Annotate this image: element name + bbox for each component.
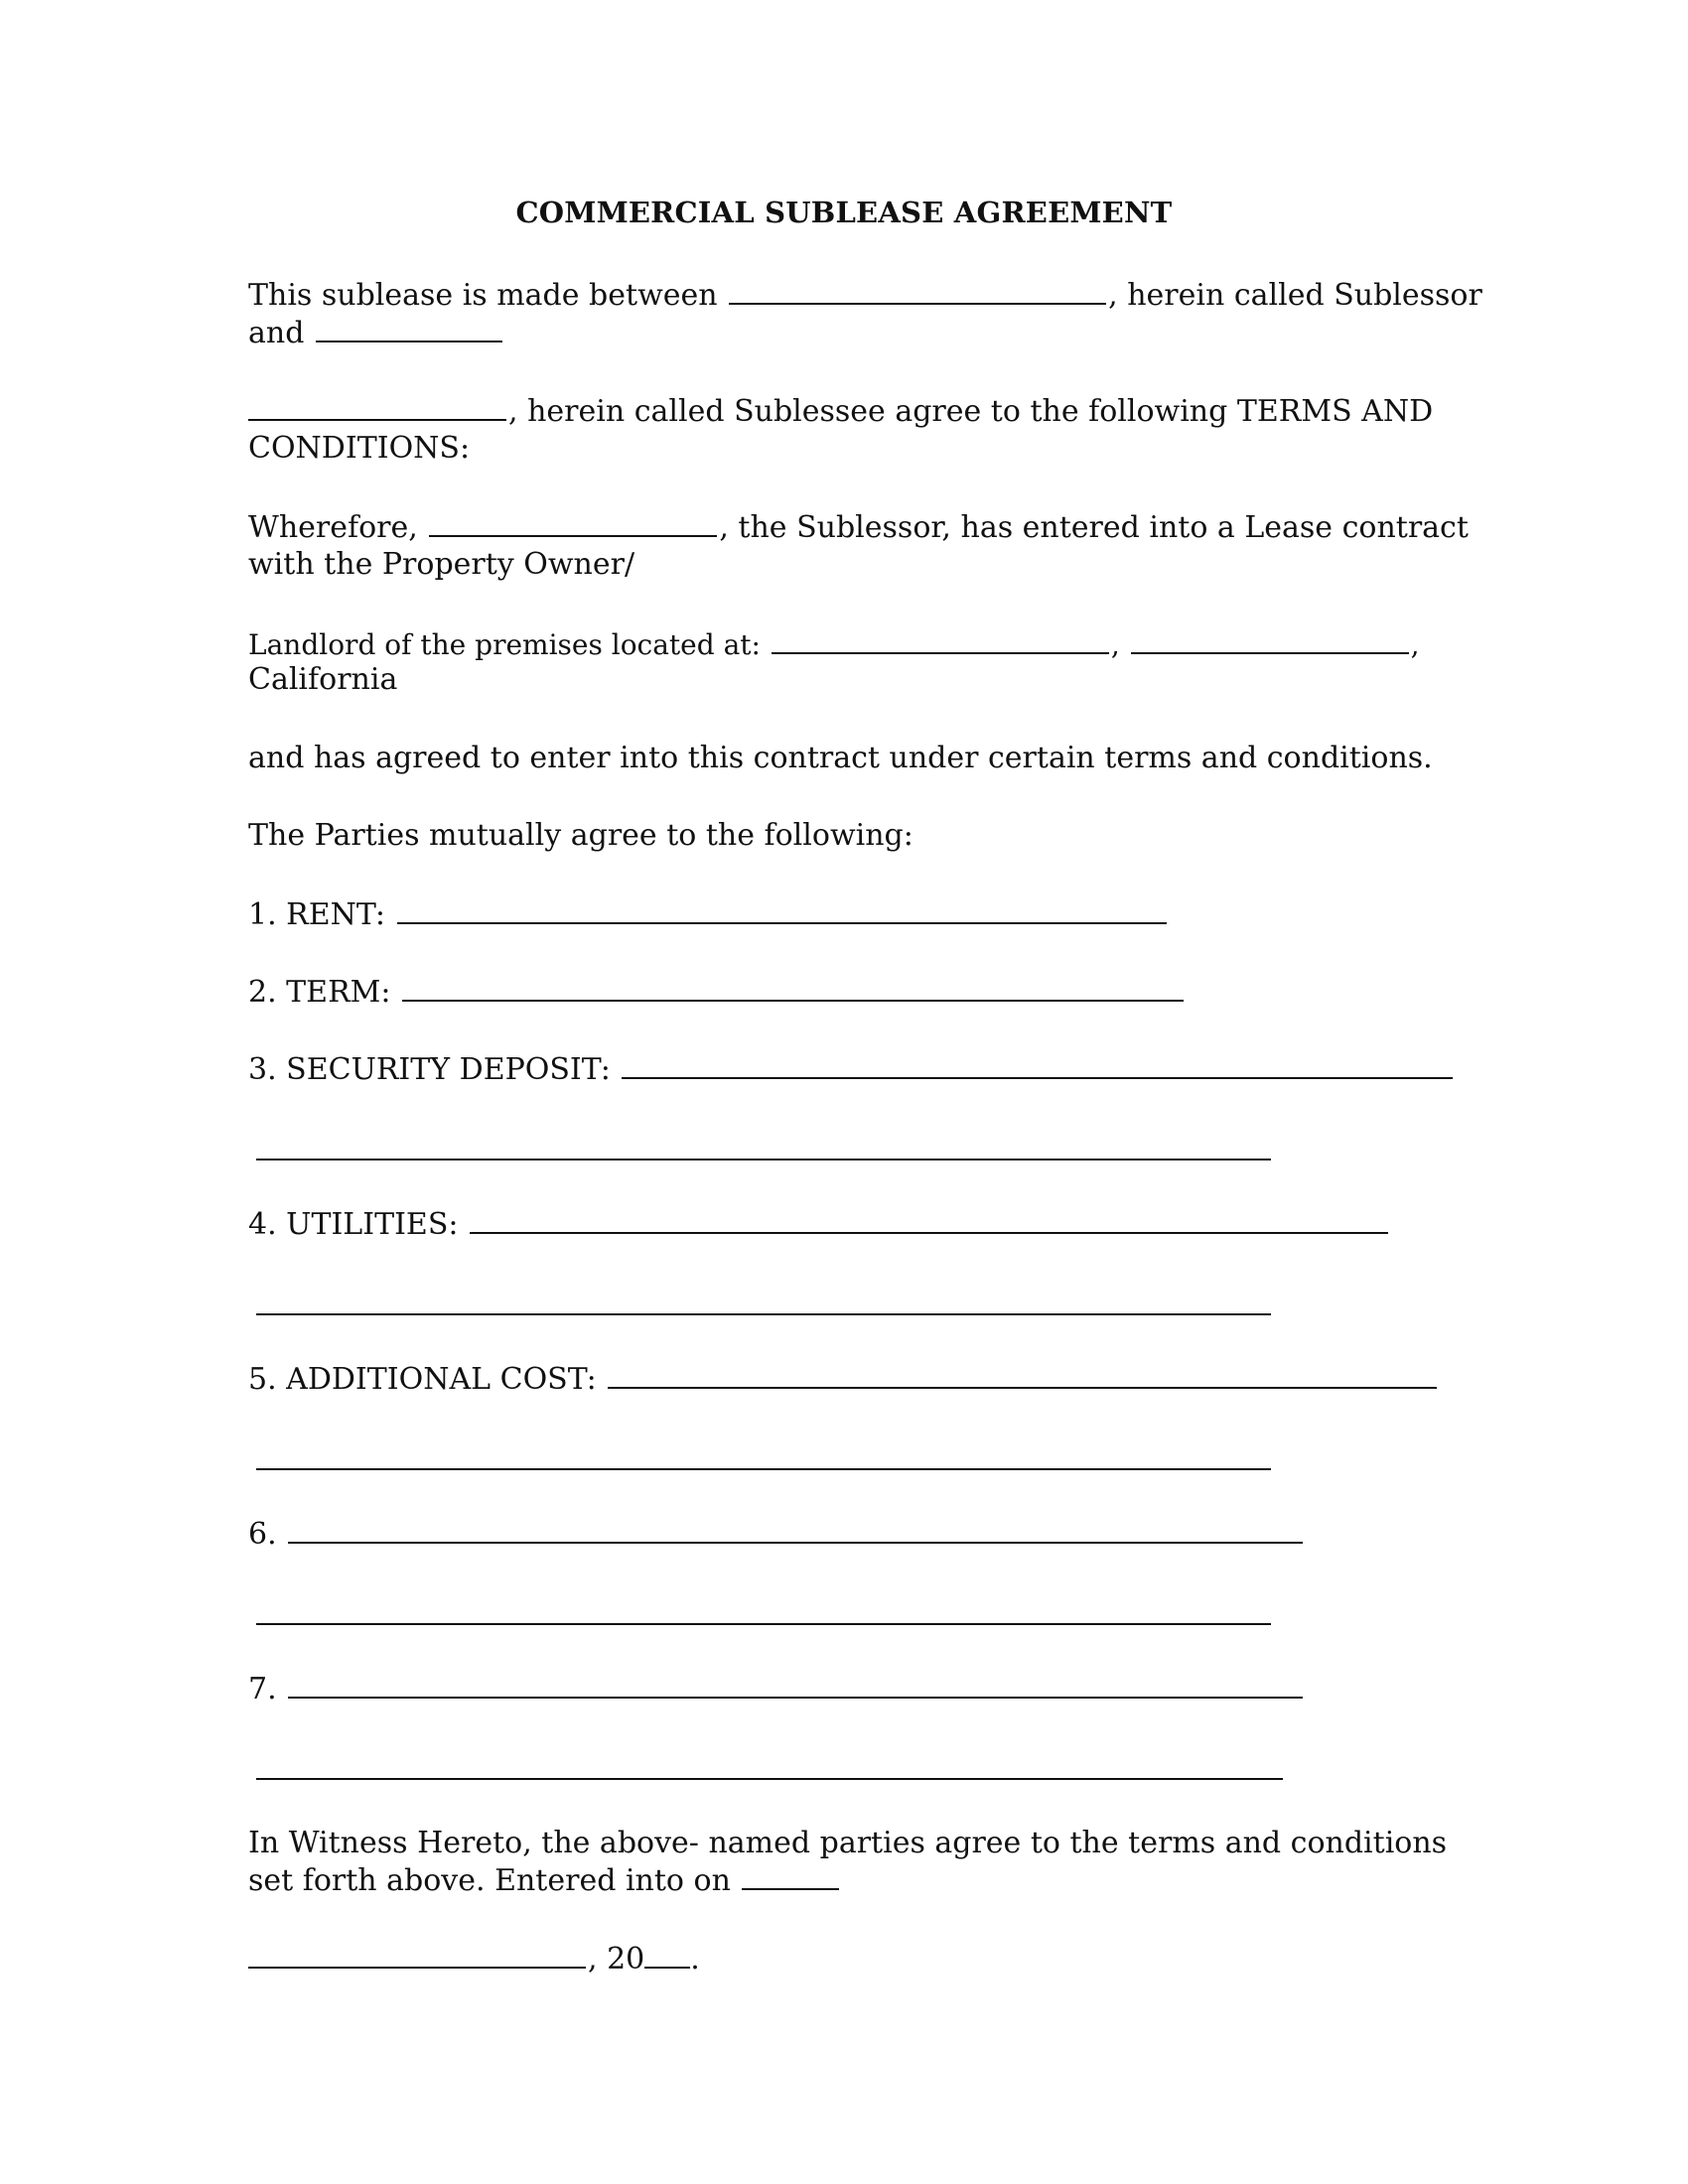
entered-date-blank[interactable] [742,1860,839,1890]
witness-line-3: , 20 . [248,1939,1440,1979]
landlord-line-2: California [248,662,398,697]
intro-line-3: , herein called Sublessee agree to the following TERMS AND [248,391,1440,431]
security-deposit-blank[interactable] [622,1049,1453,1079]
witness-line-2: set forth above. Entered into on [248,1860,1440,1900]
term-blank[interactable] [402,972,1184,1002]
intro-line-2: and [248,313,1440,352]
witness-line-1: In Witness Hereto, the above- named parties agree to the terms and conditions [248,1826,1448,1860]
term-six-blank[interactable] [288,1514,1303,1544]
term-utilities: 4. UTILITIES: [248,1204,1440,1244]
term-rent: 1. RENT: [248,894,1440,934]
landlord-line-1: Landlord of the premises located at: , , [248,624,1440,664]
rent-blank[interactable] [397,894,1167,924]
intro-line-1: This sublease is made between , herein called Sublessor [248,275,1440,315]
term-seven: 7. [248,1669,1440,1708]
additional-cost-blank[interactable] [608,1359,1437,1389]
parties-line: The Parties mutually agree to the following: [248,818,914,853]
premises-city-blank[interactable] [1131,624,1409,654]
utilities-continuation-blank[interactable] [256,1313,1271,1315]
additional-cost-continuation-blank[interactable] [256,1468,1271,1470]
sublessor-name-blank[interactable] [729,275,1106,305]
term-security-deposit: 3. SECURITY DEPOSIT: [248,1049,1440,1089]
intro-line-4: CONDITIONS: [248,431,471,466]
term-seven-continuation-blank[interactable] [256,1778,1283,1780]
entered-year-blank[interactable] [644,1939,690,1969]
agreed-line: and has agreed to enter into this contract under certain terms and conditions. [248,741,1433,775]
term-six-continuation-blank[interactable] [256,1623,1271,1625]
wherefore-sublessor-blank[interactable] [429,507,717,537]
utilities-blank[interactable] [470,1204,1388,1234]
entered-month-day-blank[interactable] [248,1939,586,1969]
term-seven-blank[interactable] [288,1669,1303,1699]
term-six: 6. [248,1514,1440,1554]
wherefore-line-1: Wherefore, , the Sublessor, has entered into a Lease contract [248,507,1440,547]
sublessee-name-blank-1[interactable] [316,313,502,342]
term-additional-cost: 5. ADDITIONAL COST: [248,1359,1440,1399]
term-term: 2. TERM: [248,972,1440,1012]
document-title: COMMERCIAL SUBLEASE AGREEMENT [515,196,1173,229]
wherefore-line-2: with the Property Owner/ [248,547,635,582]
security-deposit-continuation-blank[interactable] [256,1159,1271,1160]
sublessee-name-blank-2[interactable] [248,391,506,421]
premises-address-blank[interactable] [772,624,1109,654]
